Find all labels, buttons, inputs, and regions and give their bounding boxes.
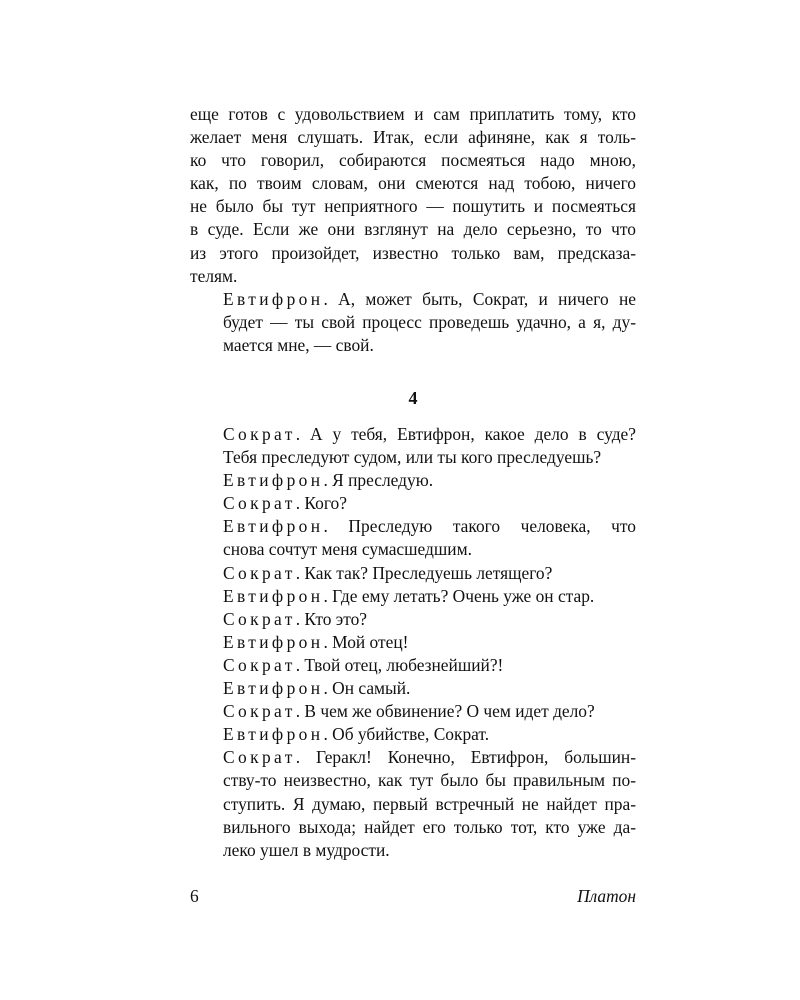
speaker-name: Сократ xyxy=(223,654,296,675)
speech-text: . Мой отец! xyxy=(323,631,409,652)
speech-text: . А у тебя, Евтифрон, какое дело в суде? xyxy=(295,424,636,444)
text-line xyxy=(190,423,636,446)
text-line: будет — ты свой процесс проведешь удачно, а я, ду- xyxy=(223,311,636,332)
dialogue-turn xyxy=(190,631,636,654)
text-line: Тебя преследуют судом, или ты кого преследуешь? xyxy=(223,447,602,468)
speech-text: . Твой отец, любезнейший?! xyxy=(295,654,504,675)
text-line: желает меня слушать. Итак, если афиняне, как я толь- xyxy=(190,127,636,148)
speaker-name: Евтифрон xyxy=(223,585,324,606)
text-line xyxy=(190,700,636,723)
text-line: леко ушел в мудрости. xyxy=(223,839,390,860)
text-line: вильного выхода; найдет его только тот, кто уже да- xyxy=(223,816,636,837)
dialogue xyxy=(190,423,636,862)
running-title: Платон xyxy=(577,886,636,906)
text-line: из этого произойдет, известно только вам, предсказа- xyxy=(190,242,636,263)
text-line xyxy=(190,288,636,311)
page-number: 6 xyxy=(190,886,199,906)
speech-text: . Геракл! Конечно, Евтифрон, большин- xyxy=(295,747,636,768)
text-line xyxy=(190,562,636,585)
text-line xyxy=(190,492,636,515)
speech-text: . Где ему летать? Очень уже он стар. xyxy=(323,585,595,606)
text-line xyxy=(190,723,636,746)
text-line xyxy=(190,677,636,700)
dialogue-turn xyxy=(190,492,636,515)
dialogue-turn xyxy=(190,608,636,631)
dialogue-turn xyxy=(190,423,636,469)
speech-text: . Преследую такого человека, что xyxy=(323,516,636,537)
text-line: мается мне, — свой. xyxy=(223,334,374,355)
text-line: ко что говорил, собираются посмеяться надо мною, xyxy=(190,150,636,171)
text-line xyxy=(190,585,636,608)
speech-text: . Об убийстве, Сократ. xyxy=(323,724,490,745)
text-line: снова сочтут меня сумасшедшим. xyxy=(223,539,472,560)
text-line xyxy=(190,469,636,492)
text-line: в суде. Если же они взглянут на дело серьезно, то что xyxy=(190,219,636,240)
text-line xyxy=(190,654,636,677)
speech-text: . Кто это? xyxy=(295,608,368,629)
text-line: ступить. Я думаю, первый встречный не найдет пра- xyxy=(223,793,636,814)
speaker-name: Сократ xyxy=(223,562,296,583)
dialogue-turn xyxy=(190,677,636,700)
reply-paragraph xyxy=(190,288,636,357)
speaker-name: Сократ xyxy=(223,608,296,629)
text-line xyxy=(190,608,636,631)
text-line xyxy=(190,515,636,538)
intro-paragraph xyxy=(190,103,636,288)
speaker-name: Сократ xyxy=(223,701,296,722)
text-line: телям. xyxy=(190,265,238,286)
dialogue-turn xyxy=(190,746,636,861)
speech-text: . Как так? Преследуешь летящего? xyxy=(295,562,553,583)
intro-text xyxy=(190,103,636,357)
text-line: еще готов с удовольствием и сам приплатить тому, кто xyxy=(190,104,636,124)
speech-text: . В чем же обвинение? О чем идет дело? xyxy=(295,701,595,722)
reply-text: . А, может быть, Сократ, и ничего не xyxy=(323,288,636,309)
dialogue-turn xyxy=(190,469,636,492)
speech-text: . Кого? xyxy=(295,493,347,514)
speaker-name: Сократ xyxy=(223,493,296,514)
text-line xyxy=(190,631,636,654)
speaker-name: Евтифрон xyxy=(223,631,324,652)
dialogue-turn xyxy=(190,562,636,585)
dialogue-turn xyxy=(190,654,636,677)
dialogue-turn xyxy=(190,700,636,723)
speaker-name: Евтифрон xyxy=(223,724,324,745)
speaker-name: Евтифрон xyxy=(223,288,324,309)
text-line: ству-то неизвестно, как тут было бы правильным по- xyxy=(223,770,636,791)
speaker-name: Сократ xyxy=(223,424,296,444)
dialogue-turn xyxy=(190,723,636,746)
speaker-name: Евтифрон xyxy=(223,678,324,699)
speaker-name: Сократ xyxy=(223,747,296,768)
speech-text: . Я преследую. xyxy=(323,470,434,491)
text-line: не было бы тут неприятного — пошутить и посмеяться xyxy=(190,196,636,217)
text-line: как, по твоим словам, они смеются над тобою, ничего xyxy=(190,173,636,194)
section-number: 4 xyxy=(408,388,418,408)
speech-text: . Он самый. xyxy=(323,678,411,699)
dialogue-turn xyxy=(190,585,636,608)
dialogue-turn xyxy=(190,515,636,561)
text-line xyxy=(190,746,636,769)
speaker-name: Евтифрон xyxy=(223,470,324,491)
speaker-name: Евтифрон xyxy=(223,516,324,537)
